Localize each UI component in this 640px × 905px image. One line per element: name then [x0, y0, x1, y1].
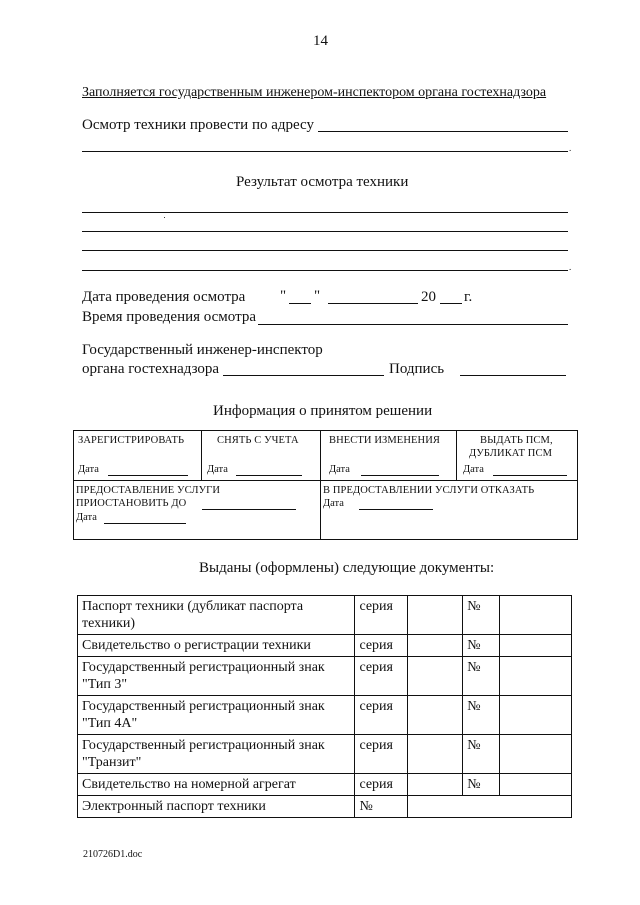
- decision-cell-refuse[interactable]: [321, 481, 577, 539]
- speck-mark: [164, 217, 165, 218]
- decision-suspend-label-line1: ПРЕДОСТАВЛЕНИЕ УСЛУГИ: [76, 485, 221, 496]
- series-field[interactable]: [408, 596, 463, 635]
- number-field[interactable]: [500, 596, 572, 635]
- series-label: серия: [355, 696, 408, 735]
- decision-refuse-date-field[interactable]: [359, 509, 433, 510]
- decision-deregister-date-field[interactable]: [236, 475, 302, 476]
- series-label: серия: [355, 774, 408, 796]
- inspection-address-field[interactable]: [318, 131, 568, 132]
- inspection-year-field[interactable]: [440, 303, 462, 304]
- number-field[interactable]: [500, 735, 572, 774]
- document-name: Свидетельство о регистрации техники: [78, 635, 355, 657]
- document-name: Государственный регистрационный знак "Транзит": [78, 735, 355, 774]
- decision-issue-psm-date-field[interactable]: [493, 475, 567, 476]
- date-year-suffix: г.: [464, 289, 473, 305]
- inspection-address-field-line2[interactable]: [82, 151, 568, 152]
- number-field[interactable]: [500, 657, 572, 696]
- inspection-result-line-2[interactable]: [82, 231, 568, 232]
- decision-register-date-label: Дата: [78, 464, 99, 475]
- documents-title: Выданы (оформлены) следующие документы:: [199, 560, 495, 576]
- inspection-time-label: Время проведения осмотра: [82, 309, 257, 325]
- series-label: серия: [355, 596, 408, 635]
- inspector-name-field[interactable]: [223, 375, 384, 376]
- series-field[interactable]: [408, 735, 463, 774]
- date-quote-close: ": [314, 288, 321, 304]
- decision-suspend-until-field[interactable]: [202, 509, 296, 510]
- decision-cell-deregister[interactable]: [202, 431, 321, 481]
- inspector-label-line2: органа гостехнадзора: [82, 361, 220, 377]
- decision-modify-label: ВНЕСТИ ИЗМЕНЕНИЯ: [329, 435, 440, 446]
- table-row: [78, 796, 572, 818]
- number-label: №: [463, 657, 500, 696]
- series-field[interactable]: [408, 635, 463, 657]
- date-quote-open: ": [280, 288, 287, 304]
- line-end-dot: .: [569, 143, 572, 153]
- document-name: Государственный регистрационный знак "Тип 3": [78, 657, 355, 696]
- signature-field[interactable]: [460, 375, 566, 376]
- decision-cell-modify[interactable]: [321, 431, 457, 481]
- footer-filename: 210726D1.doc: [83, 849, 143, 860]
- page-number: 14: [313, 33, 328, 49]
- decision-suspend-label-line2: ПРИОСТАНОВИТЬ ДО: [76, 498, 187, 509]
- table-row: [78, 696, 572, 735]
- inspection-month-field[interactable]: [328, 303, 418, 304]
- electronic-passport-number-field[interactable]: [408, 796, 572, 818]
- inspection-address-label: Осмотр техники провести по адресу: [82, 117, 315, 133]
- decision-cell-suspend[interactable]: [74, 481, 321, 539]
- documents-table: [77, 595, 572, 818]
- section-heading: Заполняется государственным инженером-инспектором органа гостехнадзора: [82, 85, 547, 100]
- decision-refuse-date-label: Дата: [323, 498, 344, 509]
- table-row: [78, 635, 572, 657]
- decision-deregister-date-label: Дата: [207, 464, 228, 475]
- series-label: серия: [355, 657, 408, 696]
- table-row: [78, 596, 572, 635]
- decision-register-label: ЗАРЕГИСТРИРОВАТЬ: [78, 435, 185, 446]
- decision-suspend-date-field[interactable]: [104, 523, 186, 524]
- date-year-prefix: 20: [421, 289, 436, 305]
- series-label: серия: [355, 635, 408, 657]
- document-name: Свидетельство на номерной агрегат: [78, 774, 355, 796]
- decision-cell-register[interactable]: [74, 431, 202, 481]
- number-label: №: [463, 635, 500, 657]
- decision-modify-date-label: Дата: [329, 464, 350, 475]
- series-field[interactable]: [408, 657, 463, 696]
- inspection-time-field[interactable]: [258, 324, 568, 325]
- decision-deregister-label: СНЯТЬ С УЧЕТА: [217, 435, 299, 446]
- decision-issue-psm-label-line2: ДУБЛИКАТ ПСМ: [469, 448, 553, 459]
- document-name: Государственный регистрационный знак "Тип 4А": [78, 696, 355, 735]
- number-field[interactable]: [500, 696, 572, 735]
- table-row: [78, 774, 572, 796]
- number-field[interactable]: [500, 635, 572, 657]
- inspection-date-label: Дата проведения осмотра: [82, 289, 246, 305]
- inspector-label-line1: Государственный инженер-инспектор: [82, 342, 323, 358]
- decision-issue-psm-label-line1: ВЫДАТЬ ПСМ,: [480, 435, 553, 446]
- series-label: серия: [355, 735, 408, 774]
- document-name: Электронный паспорт техники: [78, 796, 355, 818]
- inspection-result-line-4[interactable]: [82, 270, 568, 271]
- decision-title: Информация о принятом решении: [213, 403, 433, 419]
- number-label: №: [463, 596, 500, 635]
- series-field[interactable]: [408, 774, 463, 796]
- decision-table: [73, 430, 578, 540]
- table-row: [78, 735, 572, 774]
- decision-suspend-date-label: Дата: [76, 512, 97, 523]
- decision-register-date-field[interactable]: [108, 475, 188, 476]
- number-label: №: [463, 735, 500, 774]
- inspection-day-field[interactable]: [289, 303, 311, 304]
- series-field[interactable]: [408, 696, 463, 735]
- decision-refuse-label: В ПРЕДОСТАВЛЕНИИ УСЛУГИ ОТКАЗАТЬ: [323, 485, 535, 496]
- table-row: [78, 657, 572, 696]
- decision-cell-issue-psm[interactable]: [457, 431, 577, 481]
- inspection-result-title: Результат осмотра техники: [236, 174, 409, 190]
- number-label: №: [355, 796, 408, 818]
- inspection-result-line-1[interactable]: [82, 212, 568, 213]
- signature-label: Подпись: [389, 361, 445, 377]
- inspection-result-line-3[interactable]: [82, 250, 568, 251]
- decision-issue-psm-date-label: Дата: [463, 464, 484, 475]
- decision-modify-date-field[interactable]: [361, 475, 439, 476]
- document-name: Паспорт техники (дубликат паспорта техники): [78, 596, 355, 635]
- number-label: №: [463, 774, 500, 796]
- number-label: №: [463, 696, 500, 735]
- number-field[interactable]: [500, 774, 572, 796]
- line-end-dot: .: [569, 262, 572, 272]
